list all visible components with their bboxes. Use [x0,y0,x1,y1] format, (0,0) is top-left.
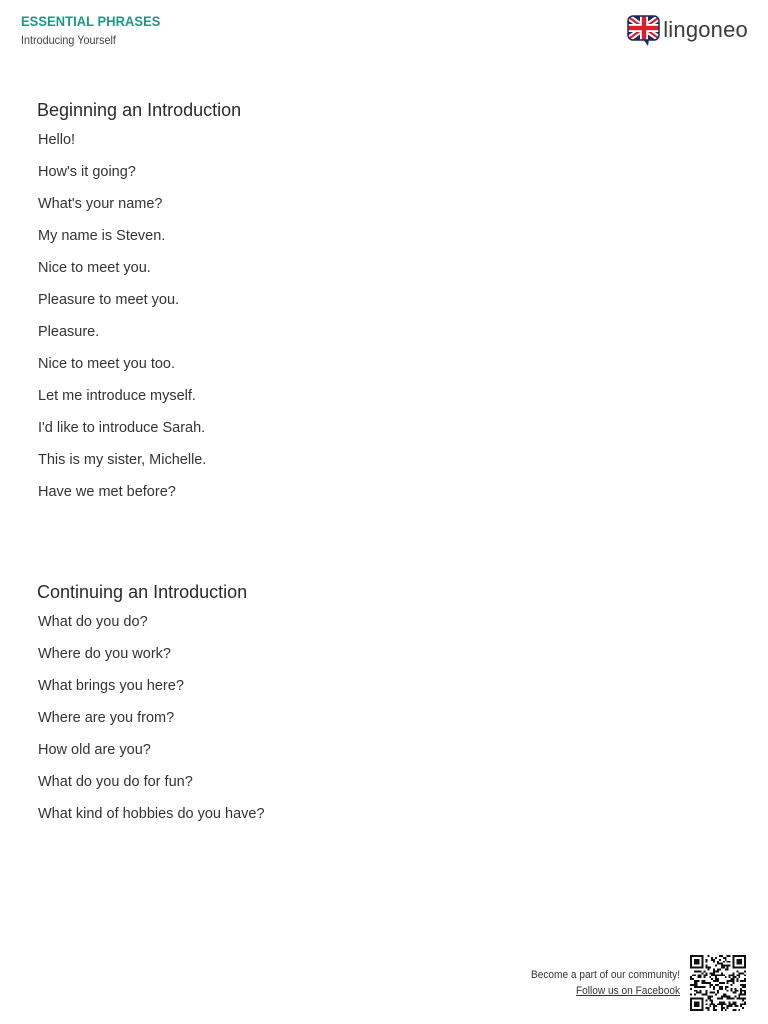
list-item: How old are you? [38,742,151,758]
list-item: Nice to meet you. [38,260,151,276]
section-continuing [37,581,265,836]
phrase-list [38,130,241,514]
list-item: What do you do? [38,614,148,630]
list-item: Let me introduce myself. [38,388,196,404]
section-heading: Continuing an Introduction [37,582,248,602]
community-cta-text: Become a part of our community! [530,969,680,981]
list-item: How's it going? [38,164,136,180]
phrase-list [38,612,265,836]
list-item: I'd like to introduce Sarah. [38,420,206,436]
list-item: Have we met before? [38,484,176,500]
list-item: What do you do for fun? [38,774,193,790]
facebook-link[interactable]: Follow us on Facebook [575,985,680,997]
list-item: Where do you work? [38,646,171,662]
list-item: Pleasure to meet you. [38,292,180,308]
list-item: Pleasure. [38,324,100,340]
list-item: What brings you here? [38,678,184,694]
header-title: ESSENTIAL PHRASES [21,13,161,29]
uk-flag-speech-bubble-icon [627,13,661,47]
section-heading: Beginning an Introduction [37,100,242,120]
list-item: What kind of hobbies do you have? [38,806,265,822]
header-subtitle: Introducing Yourself [21,33,116,47]
list-item: My name is Steven. [38,228,166,244]
qr-code-icon[interactable] [690,955,746,1011]
footer-community [518,967,680,999]
list-item: This is my sister, Michelle. [38,452,207,468]
list-item: Nice to meet you too. [38,356,176,372]
list-item: What's your name? [38,196,163,212]
list-item: Where are you from? [38,710,175,726]
section-beginning [37,99,241,514]
logo-text: lingoneo [663,17,748,42]
list-item: Hello! [38,132,76,148]
lingoneo-logo[interactable] [627,13,748,47]
